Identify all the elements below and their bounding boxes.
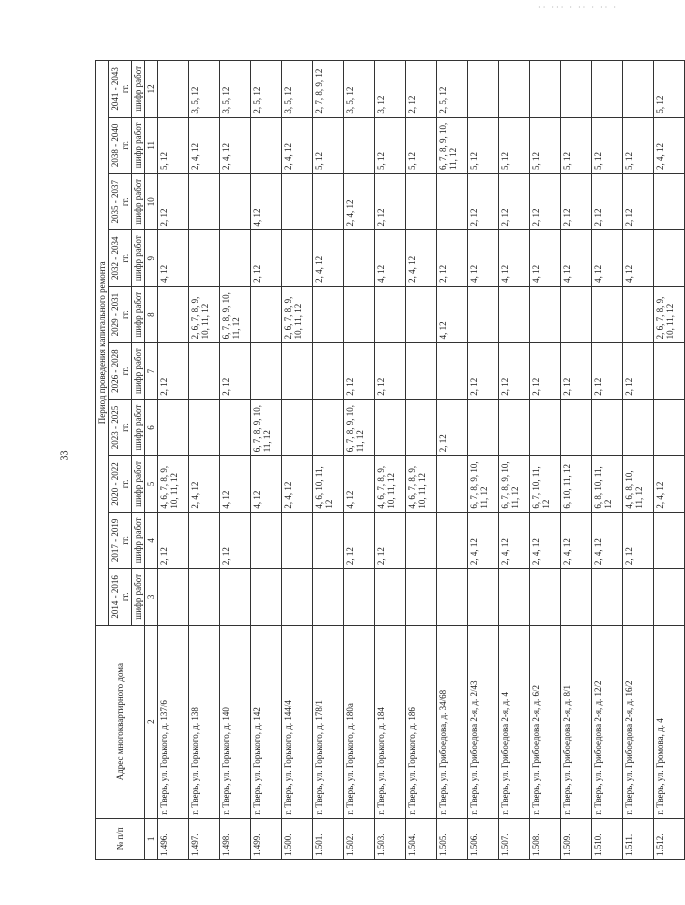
work-code-cell	[592, 61, 623, 118]
work-code-cell	[158, 286, 189, 342]
work-code-cell: 6, 10, 11, 12	[561, 456, 592, 512]
table-row	[158, 61, 189, 860]
work-code-cell	[251, 569, 282, 625]
table-row	[561, 61, 592, 860]
work-code-cell	[406, 569, 437, 625]
work-code-cell: 4, 6, 7, 8, 9, 10, 11, 12	[406, 456, 437, 512]
work-code-cell: 2, 5, 12	[437, 61, 468, 118]
work-code-cell	[158, 399, 189, 455]
work-code-cell: 4, 6, 10, 11, 12	[313, 456, 344, 512]
work-code-cell: 2, 4, 12	[220, 117, 251, 173]
work-code-cell	[654, 399, 685, 455]
work-code-cell: 2, 12	[375, 512, 406, 568]
work-code-cell	[344, 569, 375, 625]
work-code-cell: 3, 5, 12	[344, 61, 375, 118]
work-code-cell	[654, 343, 685, 399]
work-code-cell: 6, 7, 8, 9, 10, 11, 12	[220, 286, 251, 342]
work-code-cell: 5, 12	[530, 117, 561, 173]
work-code-cell	[344, 286, 375, 342]
table-row	[623, 61, 654, 860]
row-address: г. Тверь, ул. Горького, д. 142	[251, 625, 282, 818]
work-code-cell: 4, 12	[623, 230, 654, 286]
table-row	[437, 61, 468, 860]
row-number: 1.502.	[344, 818, 375, 859]
code-header: шифр работ	[132, 286, 145, 342]
work-code-cell: 2, 12	[592, 174, 623, 230]
work-code-cell: 2, 12	[561, 174, 592, 230]
work-code-cell: 2, 12	[158, 174, 189, 230]
work-code-cell: 2, 12	[592, 343, 623, 399]
row-number: 1.506.	[468, 818, 499, 859]
work-code-cell: 5, 12	[158, 117, 189, 173]
header-no: № п/п	[96, 818, 145, 859]
work-code-cell: 2, 12	[437, 230, 468, 286]
work-code-cell	[654, 230, 685, 286]
work-code-cell: 2, 4, 12	[282, 117, 313, 173]
table-row	[344, 61, 375, 860]
table-body	[158, 61, 685, 860]
work-code-cell: 5, 12	[654, 61, 685, 118]
work-code-cell	[313, 343, 344, 399]
row-address: г. Тверь, ул. Грибоедова 2-я, д. 6/2	[530, 625, 561, 818]
work-code-cell: 2, 4, 12	[344, 174, 375, 230]
work-code-cell: 4, 12	[344, 456, 375, 512]
period-header: 2041 - 2043 гг.	[109, 61, 132, 118]
work-code-cell: 2, 6, 7, 8, 9, 10, 11, 12	[282, 286, 313, 342]
work-code-cell: 2, 12	[158, 512, 189, 568]
work-code-cell	[313, 286, 344, 342]
work-code-cell	[406, 343, 437, 399]
work-code-cell	[282, 512, 313, 568]
code-header: шифр работ	[132, 230, 145, 286]
work-code-cell	[189, 569, 220, 625]
work-code-cell	[530, 61, 561, 118]
row-number: 1.497.	[189, 818, 220, 859]
work-code-cell	[282, 399, 313, 455]
work-code-cell: 4, 6, 7, 8, 9, 10, 11, 12	[158, 456, 189, 512]
code-header: шифр работ	[132, 512, 145, 568]
work-code-cell: 2, 12	[158, 343, 189, 399]
table-row	[313, 61, 344, 860]
period-header: 2017 - 2019 гг.	[109, 512, 132, 568]
work-code-cell: 5, 12	[561, 117, 592, 173]
work-code-cell: 6, 7, 8, 9, 10, 11, 12	[437, 117, 468, 173]
work-code-cell	[313, 512, 344, 568]
work-code-cell	[282, 230, 313, 286]
work-code-cell: 2, 12	[344, 343, 375, 399]
work-code-cell	[158, 569, 189, 625]
work-code-cell: 4, 12	[468, 230, 499, 286]
work-code-cell: 2, 4, 12	[561, 512, 592, 568]
work-code-cell	[313, 174, 344, 230]
work-code-cell: 4, 12	[561, 230, 592, 286]
row-address: г. Тверь, ул. Горького, д. 184	[375, 625, 406, 818]
work-code-cell	[251, 117, 282, 173]
column-number: 2	[145, 625, 158, 818]
column-number: 6	[145, 399, 158, 455]
work-code-cell: 2, 12	[375, 174, 406, 230]
work-code-cell: 2, 12	[251, 230, 282, 286]
row-address: г. Тверь, ул. Грибоедова 2-я, д. 2/43	[468, 625, 499, 818]
work-code-cell	[313, 399, 344, 455]
work-code-cell	[561, 569, 592, 625]
work-code-cell: 2, 12	[623, 174, 654, 230]
work-code-cell: 2, 4, 12	[468, 512, 499, 568]
work-code-cell: 6, 8, 10, 11, 12	[592, 456, 623, 512]
work-code-cell	[406, 399, 437, 455]
row-address: г. Тверь, ул. Громова, д. 4	[654, 625, 685, 818]
table-wrapper	[95, 60, 676, 860]
table-row	[251, 61, 282, 860]
work-code-cell: 2, 4, 12	[499, 512, 530, 568]
table-row	[282, 61, 313, 860]
work-code-cell	[313, 569, 344, 625]
row-number: 1.499.	[251, 818, 282, 859]
row-address: г. Тверь, ул. Грибоедова 2-я, д. 12/2	[592, 625, 623, 818]
row-number: 1.507.	[499, 818, 530, 859]
work-code-cell	[623, 399, 654, 455]
column-number: 5	[145, 456, 158, 512]
work-code-cell	[499, 286, 530, 342]
work-code-cell: 2, 12	[220, 512, 251, 568]
row-address: г. Тверь, ул. Грибоедова, д. 34/68	[437, 625, 468, 818]
row-number: 1.505.	[437, 818, 468, 859]
column-number: 4	[145, 512, 158, 568]
work-code-cell: 4, 6, 7, 8, 9, 10, 11, 12	[375, 456, 406, 512]
row-number: 1.512.	[654, 818, 685, 859]
work-code-cell: 2, 12	[530, 343, 561, 399]
work-code-cell	[468, 569, 499, 625]
work-code-cell: 3, 5, 12	[220, 61, 251, 118]
column-number: 7	[145, 343, 158, 399]
work-code-cell	[251, 343, 282, 399]
work-code-cell	[592, 399, 623, 455]
work-code-cell	[251, 512, 282, 568]
work-code-cell: 2, 12	[468, 343, 499, 399]
work-code-cell	[406, 174, 437, 230]
work-code-cell	[468, 286, 499, 342]
period-header: 2029 - 2031 гг.	[109, 286, 132, 342]
work-code-cell: 2, 12	[499, 343, 530, 399]
row-number: 1.509.	[561, 818, 592, 859]
work-code-cell: 3, 5, 12	[282, 61, 313, 118]
row-number: 1.508.	[530, 818, 561, 859]
work-code-cell: 4, 12	[375, 230, 406, 286]
code-header: шифр работ	[132, 569, 145, 625]
work-code-cell	[437, 512, 468, 568]
work-code-cell: 2, 4, 12	[189, 117, 220, 173]
work-code-cell: 2, 4, 12	[313, 230, 344, 286]
code-header: шифр работ	[132, 117, 145, 173]
work-code-cell: 2, 4, 12	[654, 117, 685, 173]
table-row	[499, 61, 530, 860]
work-code-cell: 2, 12	[623, 343, 654, 399]
work-code-cell: 2, 12	[561, 343, 592, 399]
work-code-cell	[158, 61, 189, 118]
period-header: 2023 - 2025 гг.	[109, 399, 132, 455]
work-code-cell: 2, 4, 12	[530, 512, 561, 568]
row-number: 1.498.	[220, 818, 251, 859]
work-code-cell	[282, 174, 313, 230]
row-address: г. Тверь, ул. Грибоедова 2-я, д. 4	[499, 625, 530, 818]
row-address: г. Тверь, ул. Грибоедова 2-я, д. 8/1	[561, 625, 592, 818]
work-code-cell: 2, 12	[344, 512, 375, 568]
work-code-cell	[344, 117, 375, 173]
work-code-cell	[561, 286, 592, 342]
work-code-cell: 6, 7, 8, 9, 10, 11, 12	[499, 456, 530, 512]
work-code-cell	[499, 399, 530, 455]
work-code-cell: 2, 12	[530, 174, 561, 230]
work-code-cell	[623, 286, 654, 342]
work-code-cell: 3, 5, 12	[189, 61, 220, 118]
row-number: 1.511.	[623, 818, 654, 859]
work-code-cell	[406, 286, 437, 342]
work-code-cell	[499, 569, 530, 625]
row-address: г. Тверь, ул. Горького, д. 186	[406, 625, 437, 818]
work-code-cell	[220, 230, 251, 286]
work-code-cell	[189, 399, 220, 455]
work-code-cell: 2, 4, 12	[592, 512, 623, 568]
work-code-cell	[437, 569, 468, 625]
work-code-cell: 4, 12	[437, 286, 468, 342]
work-code-cell: 6, 7, 8, 9, 10, 11, 12	[251, 399, 282, 455]
work-code-cell	[561, 61, 592, 118]
table-row	[406, 61, 437, 860]
work-code-cell: 4, 12	[499, 230, 530, 286]
work-code-cell	[592, 569, 623, 625]
work-code-cell	[375, 286, 406, 342]
work-code-cell	[437, 456, 468, 512]
work-code-cell	[592, 286, 623, 342]
work-code-cell: 2, 7, 8, 9, 12	[313, 61, 344, 118]
work-code-cell: 2, 4, 12	[189, 456, 220, 512]
period-header: 2014 - 2016 гг.	[109, 569, 132, 625]
column-number: 11	[145, 117, 158, 173]
row-address: г. Тверь, ул. Горького, д. 140	[220, 625, 251, 818]
work-code-cell	[189, 174, 220, 230]
work-code-cell	[344, 230, 375, 286]
work-code-cell	[623, 61, 654, 118]
work-code-cell: 4, 12	[158, 230, 189, 286]
table-row	[530, 61, 561, 860]
work-code-cell: 2, 12	[437, 399, 468, 455]
period-header: 2035 - 2037 гг.	[109, 174, 132, 230]
column-number: 10	[145, 174, 158, 230]
work-code-cell	[406, 512, 437, 568]
column-number: 12	[145, 61, 158, 118]
work-code-cell: 4, 12	[251, 456, 282, 512]
work-code-cell	[375, 569, 406, 625]
repair-schedule-table	[95, 60, 685, 860]
work-code-cell	[654, 569, 685, 625]
work-code-cell	[530, 399, 561, 455]
work-code-cell: 5, 12	[468, 117, 499, 173]
work-code-cell: 2, 6, 7, 8, 9, 10, 11, 12	[654, 286, 685, 342]
work-code-cell: 5, 12	[499, 117, 530, 173]
row-address: г. Тверь, ул. Горького, д. 178/1	[313, 625, 344, 818]
work-code-cell	[561, 399, 592, 455]
code-header: шифр работ	[132, 399, 145, 455]
work-code-cell	[468, 61, 499, 118]
work-code-cell	[189, 230, 220, 286]
code-header: шифр работ	[132, 174, 145, 230]
row-number: 1.503.	[375, 818, 406, 859]
work-code-cell: 2, 12	[375, 343, 406, 399]
work-code-cell: 5, 12	[406, 117, 437, 173]
table-row	[375, 61, 406, 860]
table-row	[468, 61, 499, 860]
work-code-cell	[654, 512, 685, 568]
work-code-cell: 5, 12	[592, 117, 623, 173]
work-code-cell	[220, 399, 251, 455]
column-number: 1	[145, 818, 158, 859]
row-address: г. Тверь, ул. Грибоедова 2-я, д. 16/2	[623, 625, 654, 818]
row-number: 1.496.	[158, 818, 189, 859]
work-code-cell: 2, 12	[406, 61, 437, 118]
work-code-cell	[623, 569, 654, 625]
work-code-cell: 2, 5, 12	[251, 61, 282, 118]
row-address: г. Тверь, ул. Горького, д. 138	[189, 625, 220, 818]
row-address: г. Тверь, ул. Горького, д. 137/6	[158, 625, 189, 818]
row-number: 1.500.	[282, 818, 313, 859]
table-row	[220, 61, 251, 860]
table-row	[189, 61, 220, 860]
period-header: 2032 - 2034 гг.	[109, 230, 132, 286]
table-row	[654, 61, 685, 860]
header-address: Адрес многоквартирного дома	[96, 625, 145, 818]
work-code-cell	[251, 286, 282, 342]
work-code-cell: 2, 4, 12	[282, 456, 313, 512]
work-code-cell: 4, 12	[592, 230, 623, 286]
period-header: 2026 - 2028 гг.	[109, 343, 132, 399]
work-code-cell	[189, 512, 220, 568]
work-code-cell	[499, 61, 530, 118]
work-code-cell	[437, 343, 468, 399]
work-code-cell: 2, 12	[220, 343, 251, 399]
work-code-cell: 4, 6, 8, 10, 11, 12	[623, 456, 654, 512]
work-code-cell: 4, 12	[530, 230, 561, 286]
row-number: 1.504.	[406, 818, 437, 859]
table-row	[592, 61, 623, 860]
work-code-cell: 6, 7, 8, 9, 10, 11, 12	[468, 456, 499, 512]
column-number: 8	[145, 286, 158, 342]
code-header: шифр работ	[132, 456, 145, 512]
work-code-cell: 2, 12	[468, 174, 499, 230]
period-header: 2020 - 2022 гг.	[109, 456, 132, 512]
row-address: г. Тверь, ул. Горького, д. 180а	[344, 625, 375, 818]
work-code-cell	[654, 174, 685, 230]
work-code-cell	[220, 174, 251, 230]
work-code-cell: 6, 7, 10, 11, 12	[530, 456, 561, 512]
work-code-cell: 2, 12	[499, 174, 530, 230]
work-code-cell	[375, 399, 406, 455]
column-number-row	[145, 61, 158, 860]
work-code-cell	[220, 569, 251, 625]
column-number: 9	[145, 230, 158, 286]
work-code-cell	[189, 343, 220, 399]
row-number: 1.501.	[313, 818, 344, 859]
column-number: 3	[145, 569, 158, 625]
code-header: шифр работ	[132, 343, 145, 399]
work-code-cell: 4, 12	[220, 456, 251, 512]
work-code-cell: 2, 4, 12	[406, 230, 437, 286]
work-code-cell: 2, 6, 7, 8, 9, 10, 11, 12	[189, 286, 220, 342]
scan-artifacts: ·· ··· · ·· · ·· ·	[538, 3, 618, 12]
period-header: 2038 - 2040 гг.	[109, 117, 132, 173]
page-number: 33	[59, 450, 71, 461]
work-code-cell	[282, 343, 313, 399]
work-code-cell: 4, 12	[251, 174, 282, 230]
work-code-cell: 5, 12	[313, 117, 344, 173]
work-code-cell: 6, 7, 8, 9, 10, 11, 12	[344, 399, 375, 455]
work-code-cell: 5, 12	[623, 117, 654, 173]
work-code-cell	[437, 174, 468, 230]
work-code-cell: 5, 12	[375, 117, 406, 173]
work-code-cell: 2, 4, 12	[654, 456, 685, 512]
work-code-cell: 3, 12	[375, 61, 406, 118]
work-code-cell	[468, 399, 499, 455]
code-header: шифр работ	[132, 61, 145, 118]
work-code-cell: 2, 12	[623, 512, 654, 568]
header-period: Период проведения капитального ремонта	[96, 61, 109, 626]
row-address: г. Тверь, ул. Горького, д. 144/4	[282, 625, 313, 818]
row-number: 1.510.	[592, 818, 623, 859]
work-code-cell	[530, 286, 561, 342]
work-code-cell	[282, 569, 313, 625]
work-code-cell	[530, 569, 561, 625]
